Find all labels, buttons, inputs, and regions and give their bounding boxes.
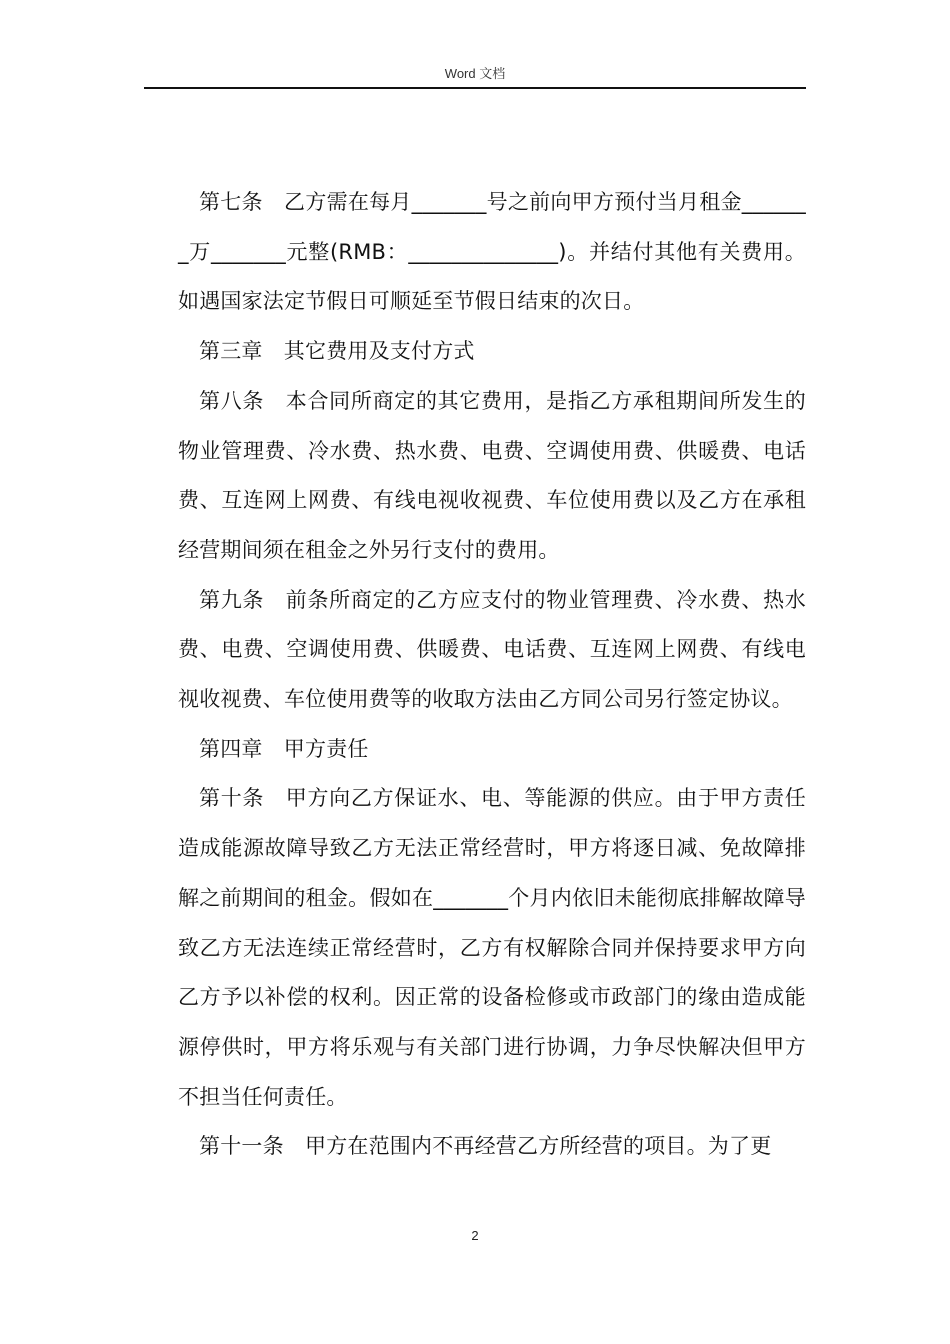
- chapter-heading-3: 第三章 其它费用及支付方式: [199, 339, 475, 364]
- paragraph-article-8: 第八条 本合同所商定的其它费用，是指乙方承租期间所发生的物业管理费、冷水费、热水费、电费、空调使用费、供暖费、电话费、互连网上网费、有线电视收视费、车位使用费以及乙方在承租经营期间须在租金之外另行支付的费用。: [178, 388, 806, 562]
- page-number: 2: [471, 1228, 479, 1243]
- header-divider: [144, 87, 806, 89]
- page-header: Word 文档: [444, 66, 506, 81]
- document-body: [178, 178, 806, 1172]
- chapter-heading-4: 第四章 甲方责任: [199, 736, 369, 761]
- paragraph-article-9: 第九条 前条所商定的乙方应支付的物业管理费、冷水费、热水费、电费、空调使用费、供暖费、电话费、互连网上网费、有线电视收视费、车位使用费等的收取方法由乙方同公司另行签定协议。: [178, 587, 806, 712]
- paragraph-article-11: 第十一条 甲方在范围内不再经营乙方所经营的项目。为了更: [199, 1134, 772, 1159]
- paragraph-article-10: 第十条 甲方向乙方保证水、电、等能源的供应。由于甲方责任造成能源故障导致乙方无法正常经营时，甲方将逐日减、免故障排解之前期间的租金。假如在_______个月内依旧未能彻底排解故障导致乙方无法连续正常经营时，乙方有权解除合同并保持要求甲方向乙方予以补偿的权利。因正常的设备检修或市政部门的缘由造成能源停供时，甲方将乐观与有关部门进行协调，力争尽快解决但甲方不担当任何责任。: [178, 786, 806, 1109]
- paragraph-article-7: 第七条 乙方需在每月_______号之前向甲方预付当月租金_______万_______元整(RMB：______________)。并结付其他有关费用。如遇国家法定节假日可顺延至节假日结束的次日。: [178, 190, 806, 314]
